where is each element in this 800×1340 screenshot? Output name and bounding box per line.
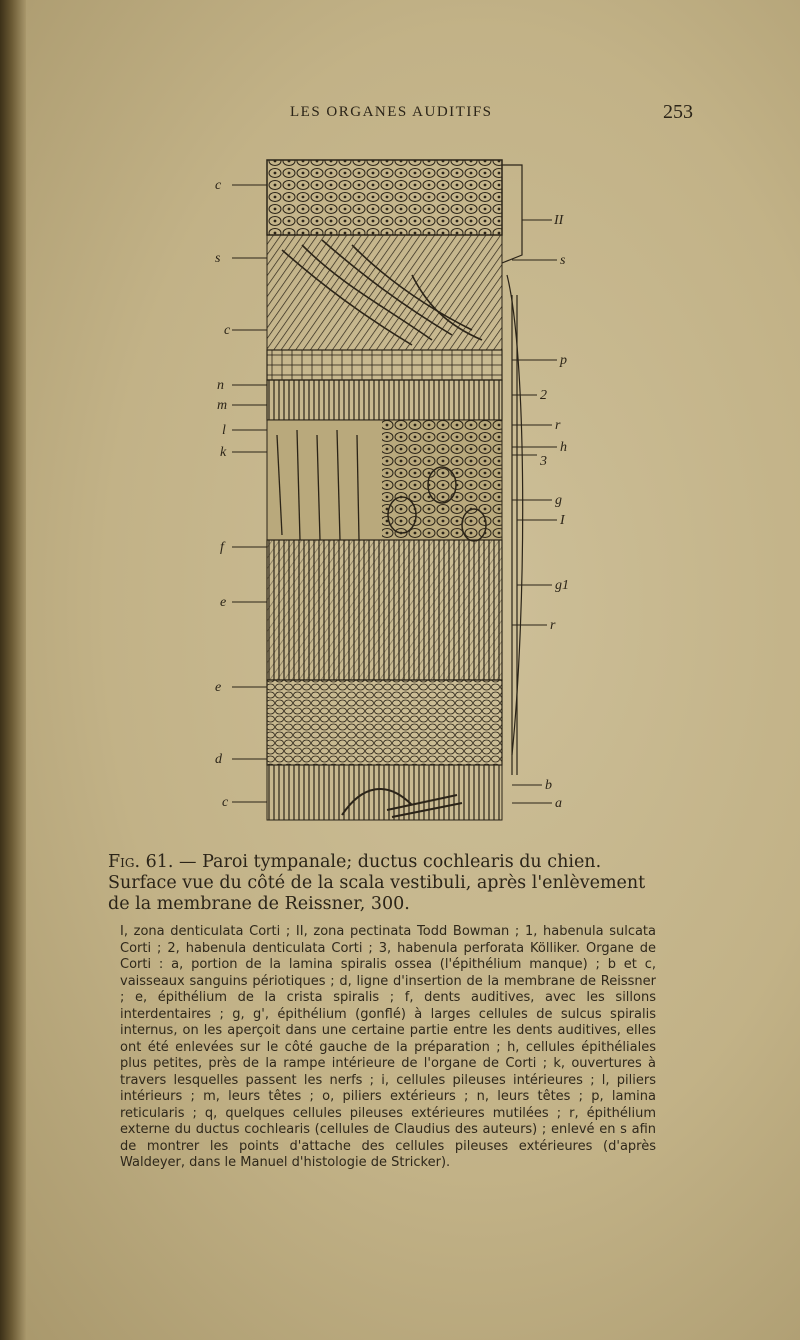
label-right-12: b [545, 778, 552, 793]
cochlear-duct-illustration [212, 155, 582, 835]
label-left-11: d [215, 752, 222, 767]
running-header: LES ORGANES AUDITIFS [290, 104, 493, 120]
label-right-13: a [555, 796, 562, 811]
label-left-2: s [215, 251, 221, 266]
label-left-12: c [222, 795, 229, 810]
label-right-1: II [554, 213, 564, 228]
label-right-7: 3 [540, 454, 547, 469]
label-left-3: c [224, 323, 231, 338]
label-left-6: l [222, 423, 226, 438]
label-right-8: g [555, 493, 562, 508]
label-right-10: g1 [555, 578, 569, 593]
label-right-4: 2 [540, 388, 547, 403]
label-left-1: c [215, 178, 222, 193]
label-left-9: e [220, 595, 227, 610]
figure-caption-title [108, 852, 668, 915]
label-left-5: m [217, 398, 228, 413]
label-left-8: f [220, 540, 224, 555]
book-spine-shadow [0, 0, 26, 1340]
label-right-9: I [560, 513, 565, 528]
label-right-5: r [555, 418, 561, 433]
label-left-10: e [215, 680, 222, 695]
label-right-6: h [560, 440, 567, 455]
label-right-2: s [560, 253, 566, 268]
engraving-svg [212, 155, 582, 835]
label-left-7: k [220, 445, 227, 460]
page-number: 253 [663, 101, 693, 123]
figure-caption-text: — Paroi tympanale; ductus cochlearis du chien. Surface vue du côté de la scala vestibuli, après l'enlèvement de la membrane de Reissner, 300. [108, 852, 646, 914]
label-right-3: p [560, 353, 567, 368]
label-left-4: n [217, 378, 224, 393]
figure-legend: I, zona denticulata Corti ; II, zona pectinata Todd Bowman ; 1, habenula sulcata Corti ; 2, habenula denticulata Corti ; 3, habenula perforata Kölliker. Organe de Corti : a, portion de la lamina spiralis ossea (l'épithélium manque) ; b et c, vaisseaux sanguins périotiques ; d, ligne d'insertion de la membrane de Reissner ; e, épithélium de la crista spiralis ; f, dents auditives, avec les sillons interdentaires ; g, g', épithélium (gonflé) à larges cellules de sulcus spiralis internus, on les aperçoit dans une certaine partie entre les dents auditives, elles ont été enlevées sur le côté gauche de la préparation ; h, cellules épithéliales plus petites, près de la rampe intérieure de l'organe de Corti ; k, ouvertures à travers lesquelles passent les nerfs ; i, cellules pileuses intérieures ; l, piliers intérieurs ; m, leurs têtes ; o, piliers extérieurs ; n, leurs têtes ; p, lamina reticularis ; q, quelques cellules pileuses extérieures mutilées ; r, épithélium externe du ductus cochlearis (cellules de Claudius des auteurs) ; enlevé en s afin de montrer les points d'attache des cellules pileuses extérieures (d'après Waldeyer, dans le Manuel d'histologie de Stricker). [120, 924, 656, 1170]
label-right-11: r [550, 618, 556, 633]
figure-number: Fig. 61. [108, 852, 174, 872]
